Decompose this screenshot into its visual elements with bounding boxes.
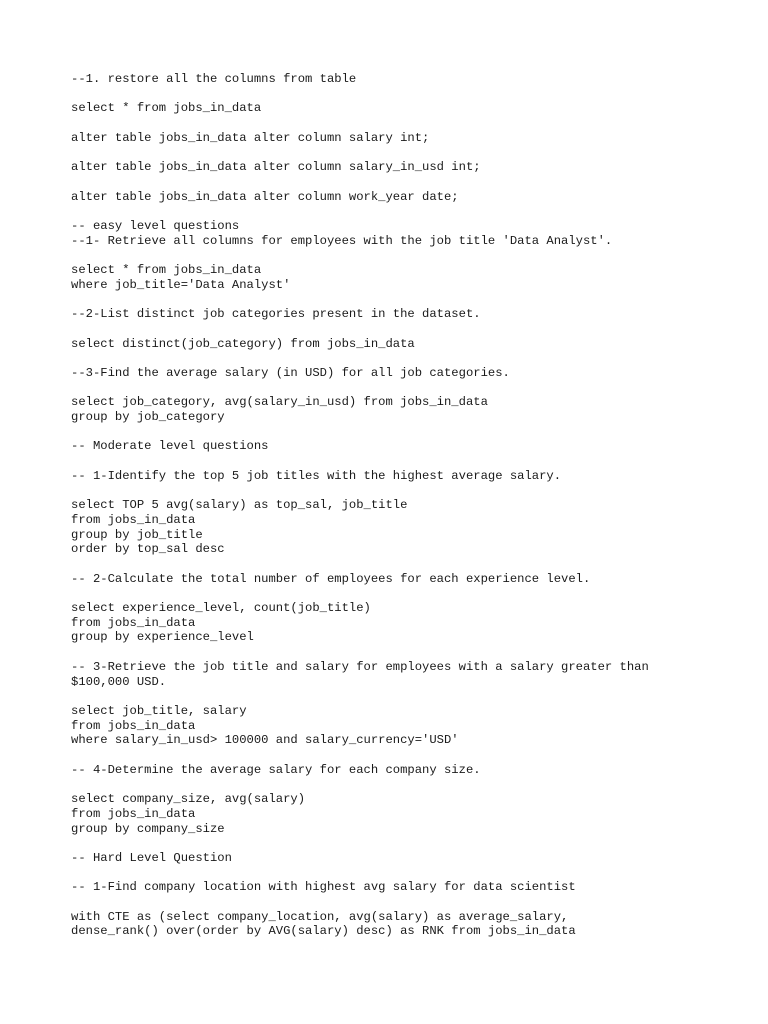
code-line: select job_title, salary [71, 703, 247, 718]
code-line: from jobs_in_data [71, 512, 196, 527]
code-block [71, 660, 731, 689]
code-block [71, 307, 731, 322]
code-line: select job_category, avg(salary_in_usd) from jobs_in_data [71, 395, 488, 410]
code-line: where salary_in_usd> 100000 and salary_currency='USD' [71, 733, 459, 748]
code-block [71, 880, 731, 895]
code-line: group by job_category [71, 410, 225, 425]
comment-line: -- 4-Determine the average salary for each company size. [71, 762, 481, 777]
code-line: select distinct(job_category) from jobs_in_data [71, 336, 415, 351]
comment-line: -- Moderate level questions [71, 439, 269, 454]
comment-line: -- easy level questions [71, 218, 240, 233]
code-line: select TOP 5 avg(salary) as top_sal, job_title [71, 498, 408, 513]
code-line: select company_size, avg(salary) [71, 792, 306, 807]
code-line: select * from jobs_in_data [71, 263, 262, 278]
comment-line: --3-Find the average salary (in USD) for all job categories. [71, 365, 510, 380]
comment-line: -- 1-Find company location with highest avg salary for data scientist [71, 880, 576, 895]
code-block [71, 439, 731, 454]
comment-line: -- Hard Level Question [71, 850, 232, 865]
code-line: alter table jobs_in_data alter column salary int; [71, 130, 430, 145]
comment-line: --1. restore all the columns from table [71, 72, 357, 86]
code-block [71, 601, 731, 645]
code-line: alter table jobs_in_data alter column work_year date; [71, 189, 459, 204]
code-line: select experience_level, count(job_title) [71, 601, 371, 616]
code-line: from jobs_in_data [71, 718, 196, 733]
comment-line: --2-List distinct job categories present in the dataset. [71, 307, 481, 322]
code-block [71, 572, 731, 587]
code-block [71, 366, 731, 381]
comment-line: -- 3-Retrieve the job title and salary for employees with a salary greater than [71, 659, 649, 674]
code-block [71, 910, 731, 939]
code-block [71, 469, 731, 484]
comment-line: --1- Retrieve all columns for employees with the job title 'Data Analyst'. [71, 233, 613, 248]
code-block [71, 792, 731, 836]
code-line: order by top_sal desc [71, 542, 225, 557]
comment-line: -- 1-Identify the top 5 job titles with the highest average salary. [71, 468, 562, 483]
code-line: group by job_title [71, 527, 203, 542]
code-block [71, 101, 731, 116]
code-block [71, 190, 731, 205]
code-line: where job_title='Data Analyst' [71, 277, 291, 292]
code-block [71, 263, 731, 292]
code-block [71, 160, 731, 175]
code-line: alter table jobs_in_data alter column salary_in_usd int; [71, 160, 481, 175]
code-line: from jobs_in_data [71, 806, 196, 821]
code-line: from jobs_in_data [71, 615, 196, 630]
code-block [71, 498, 731, 557]
code-line: dense_rank() over(order by AVG(salary) desc) as RNK from jobs_in_data [71, 924, 576, 939]
document-page [71, 72, 731, 954]
code-block [71, 72, 731, 87]
code-line: group by company_size [71, 821, 225, 836]
code-block [71, 395, 731, 424]
code-block [71, 763, 731, 778]
code-line: group by experience_level [71, 630, 254, 645]
code-block [71, 131, 731, 146]
code-line: select * from jobs_in_data [71, 101, 262, 116]
code-block [71, 851, 731, 866]
code-line: $100,000 USD. [71, 674, 167, 689]
sql-script-body [71, 72, 731, 939]
code-block [71, 704, 731, 748]
code-block [71, 219, 731, 248]
code-line: with CTE as (select company_location, avg(salary) as average_salary, [71, 909, 569, 924]
comment-line: -- 2-Calculate the total number of employees for each experience level. [71, 571, 591, 586]
code-block [71, 337, 731, 352]
